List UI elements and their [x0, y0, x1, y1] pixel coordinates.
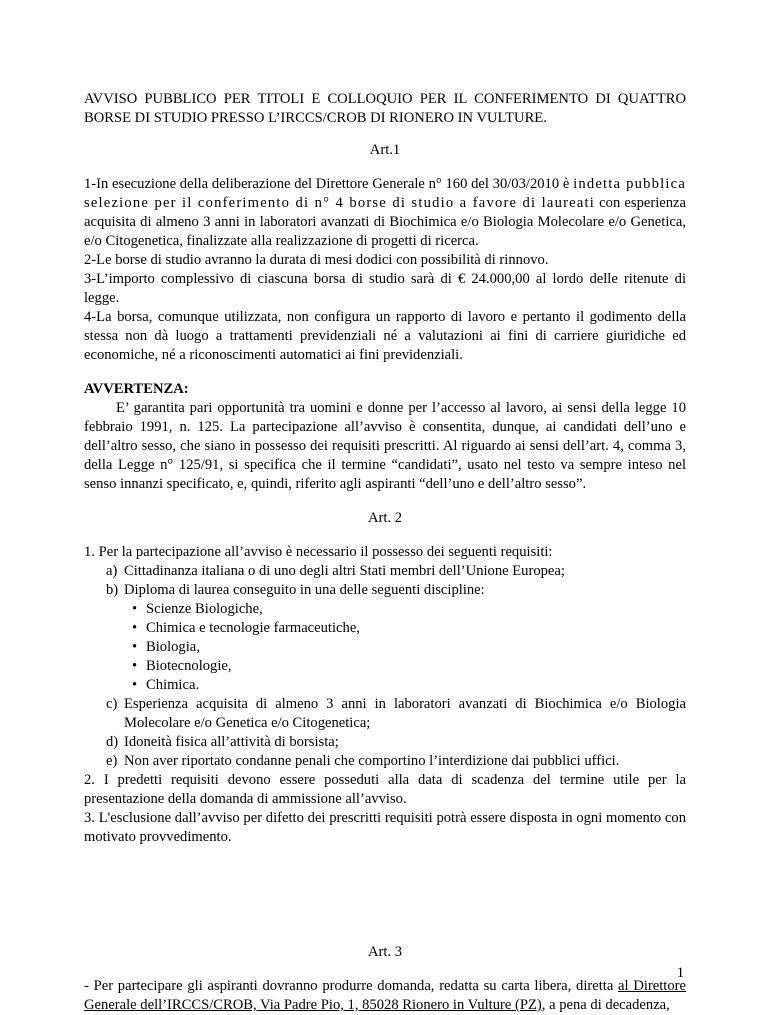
requirement-marker: d)	[106, 734, 119, 750]
document-page	[84, 90, 686, 1015]
art2-intro: 1. Per la partecipazione all’avviso è necessario il possesso dei seguenti requisiti:	[84, 544, 553, 560]
art1-paragraph-1	[84, 175, 686, 251]
art1-paragraph-4: 4-La borsa, comunque utilizzata, non configura un rapporto di lavoro e pertanto il godimento della stessa non dà luogo a trattamenti previdenziali né a valutazioni ai fini di carriere giuridiche ed economiche, né a riconoscimenti automatici ai fini previdenziali.	[84, 309, 686, 363]
bullet-icon: •	[132, 658, 138, 674]
art1-p1-spaced: indetta pubblica selezione per il conferimento di n° 4 borse di studio a favore di laureati	[84, 176, 687, 211]
art1-paragraph-2: 2-Le borse di studio avranno la durata di mesi dodici con possibilità di rinnovo.	[84, 252, 549, 268]
page-number: 1	[676, 965, 684, 981]
requirement-a	[84, 562, 686, 581]
document-title: AVVISO PUBBLICO PER TITOLI E COLLOQUIO PER IL CONFERIMENTO DI QUATTRO BORSE DI STUDIO PRESSO L’IRCCS/CROB DI RIONERO IN VULTURE.	[84, 91, 686, 126]
art2-heading: Art. 2	[367, 510, 403, 526]
requirement-text: Diploma di laurea conseguito in una delle seguenti discipline:	[124, 582, 485, 598]
discipline-item: • Scienze Biologiche,	[132, 601, 263, 617]
art2-paragraph-2: 2. I predetti requisiti devono essere posseduti alla data di scadenza del termine utile per la presentazione della domanda di ammissione all’avviso.	[84, 772, 686, 807]
art1-p1-start: 1-In esecuzione della deliberazione del Direttore Generale n° 160 del 30/03/2010 è	[84, 176, 574, 192]
requirement-text: Esperienza acquisita di almeno 3 anni in laboratori avanzati di Biochimica e/o Biologia Molecolare e/o Genetica e/o Citogenetica;	[124, 696, 686, 731]
discipline-item: • Biologia,	[132, 639, 200, 655]
art1-p1-end: con esperienza acquisita di almeno 3 anni in laboratori avanzati di Biochimica e/o Biologia Molecolare e/o Genetica, e/o Citogenetica, finalizzate alla realizzazione di progetti di ricerca.	[84, 195, 686, 249]
requirement-d	[84, 733, 686, 752]
requirement-marker: c)	[106, 696, 118, 712]
requirement-text: Non aver riportato condanne penali che comportino l’interdizione dai pubblici uffici.	[124, 753, 620, 769]
art2-paragraph-3: 3. L'esclusione dall’avviso per difetto dei prescritti requisiti potrà essere disposta in ogni momento con motivato provvedimento.	[84, 810, 686, 845]
requirement-text: Cittadinanza italiana o di uno degli altri Stati membri dell’Unione Europea;	[124, 563, 565, 579]
disciplines-list	[84, 600, 686, 695]
warning-section	[84, 380, 686, 494]
bullet-icon: •	[132, 620, 138, 636]
art1-body	[84, 175, 686, 365]
requirement-marker: b)	[106, 582, 119, 598]
art3-p1-end: , a pena di decadenza,	[541, 997, 670, 1013]
art3-heading: Art. 3	[367, 944, 403, 960]
requirement-marker: a)	[106, 563, 118, 579]
discipline-item: • Chimica e tecnologie farmaceutiche,	[132, 620, 360, 636]
art3-paragraph-1	[84, 977, 686, 1015]
art1-heading: Art.1	[369, 142, 401, 158]
discipline-item: • Biotecnologie,	[132, 658, 232, 674]
bullet-icon: •	[132, 601, 138, 617]
requirement-text: Idoneità fisica all’attività di borsista;	[124, 734, 339, 750]
requirement-e	[84, 752, 686, 771]
bullet-icon: •	[132, 639, 138, 655]
warning-heading: AVVERTENZA:	[84, 381, 189, 397]
bullet-icon: •	[132, 677, 138, 693]
art3-p1-start: - Per partecipare gli aspiranti dovranno produrre domanda, redatta su carta libera, diretta	[84, 978, 619, 994]
warning-text: E’ garantita pari opportunità tra uomini e donne per l’accesso al lavoro, ai sensi della legge 10 febbraio 1991, n. 125. La partecipazione all’avviso è consentita, dunque, ai candidati dell’uno e dell’altro sesso, che siano in possesso dei requisiti prescritti. Al riguardo ai sensi dell’art. 4, comma 3, della Legge n° 125/91, si specifica che il termine “candidati”, usato nel testo va sempre inteso nel senso innanzi specificato, e, quindi, riferito agli aspiranti “dell’uno e dell’altro sesso”.	[84, 400, 686, 492]
spacer	[84, 847, 686, 943]
requirements-list	[84, 562, 686, 771]
requirement-marker: e)	[106, 753, 118, 769]
art1-paragraph-3: 3-L’importo complessivo di ciascuna borsa di studio sarà di € 24.000,00 al lordo delle ritenute di legge.	[84, 271, 686, 306]
requirement-b	[84, 581, 686, 695]
art2-body	[84, 543, 686, 847]
requirement-c	[84, 695, 686, 733]
director-address: al Direttore Generale dell’IRCCS/CROB, Via Padre Pio, 1, 85028 Rionero in Vulture (PZ)	[84, 978, 686, 1013]
discipline-item: • Chimica.	[132, 677, 200, 693]
